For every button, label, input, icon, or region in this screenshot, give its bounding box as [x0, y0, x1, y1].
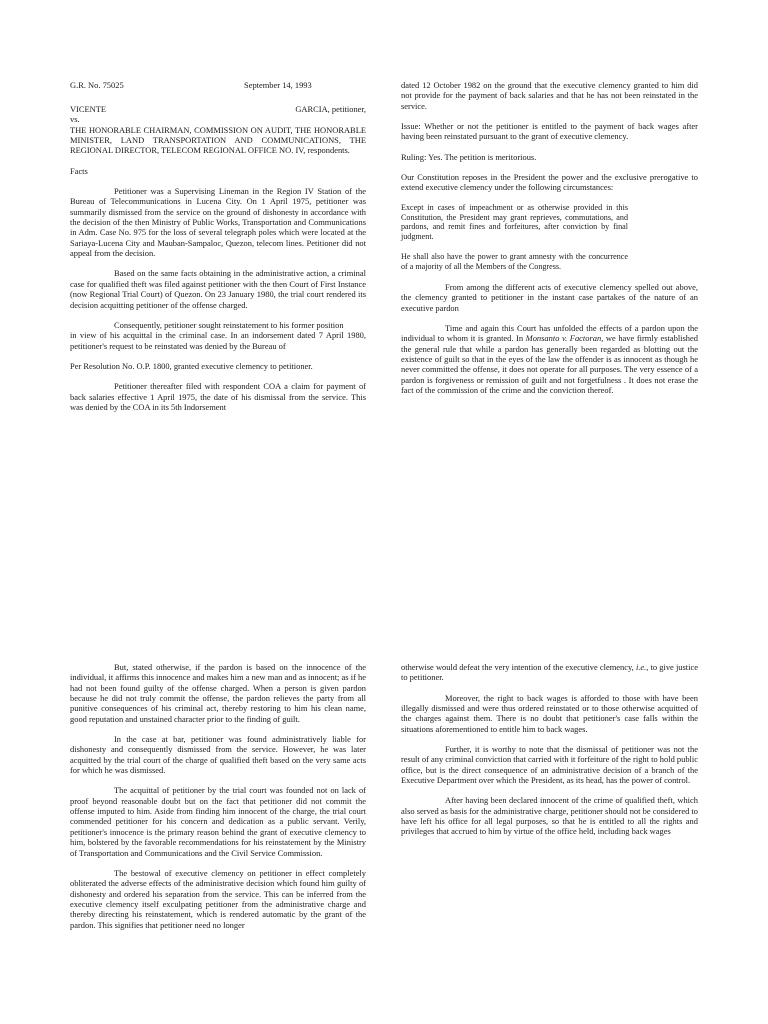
issue-text: Whether or not the petitioner is entitled to the payment of back wages after having been reinstated pursuant to the grant of executive clemency.	[401, 121, 698, 142]
bestowal-paragraph: The bestowal of executive clemency on petitioner in effect completely obliterated the adverse effects of the administrative decision which found him guilty of dishonesty and ordered his separation from the service. This can be inferred from the executive clemency itself exculpating petitioner from the administrative charge and thereby directing his reinstatement, which is rendered automatic by the grant of the pardon. This signifies that petitioner need no longer	[70, 867, 366, 930]
constitution-quote-1: Except in cases of impeachment or as otherwise provided in this Constitution, the President may grant reprieves, commutations, and pardons, and remit fines and forfeitures, after conviction by final judgment.	[401, 202, 628, 242]
facts-paragraph-4: Per Resolution No. O.P. 1800, granted executive clemency to petitioner.	[70, 360, 313, 371]
ruling-text: Yes. The petition is meritorious.	[426, 151, 537, 162]
acquittal-paragraph: The acquittal of petitioner by the trial court was founded not on lack of proof beyond reasonable doubt but on the fact that petitioner did not commit the offense imputed to him. Aside from finding him innocent of the charge, the trial court commended petitioner for his concern and dedication as a public servant. Verily, petitioner's innocence is the primary reason behind the grant of executive clemency to him, bolstered by the favorable recommendations for his reinstatement by the Ministry of Transportation and Communications and the Civil Service Commission.	[70, 785, 366, 858]
right-column-top	[401, 80, 698, 395]
intention-text-after: to give justice to petitioner.	[401, 662, 698, 683]
monsanto-paragraph	[401, 323, 698, 395]
right-column-bottom	[401, 662, 698, 837]
respondents-text: THE HONORABLE CHAIRMAN, COMMISSION ON AUDIT, THE HONORABLE MINISTER, LAND TRANSPORTATION AND COMMUNICATIONS, THE REGIONAL DIRECTOR, TELECOM REGIONAL OFFICE NO. IV, respondents.	[70, 124, 366, 156]
constitution-quote-2: He shall also have the power to grant amnesty with the concurrence of a majority of all the Members of the Congress.	[401, 252, 628, 271]
issue-label: Issue:	[401, 121, 421, 132]
left-column-top	[70, 80, 366, 412]
ruling-paragraph	[401, 152, 698, 162]
ie-abbreviation: i.e.,	[635, 662, 649, 672]
case-number: G.R. No. 75025	[70, 80, 124, 90]
ruling-label: Ruling:	[401, 151, 427, 162]
petitioner-first-name: VICENTE	[70, 104, 107, 114]
facts-paragraph-3a: Consequently, petitioner sought reinstatement to his former position	[114, 319, 344, 330]
monsanto-case-name: Monsanto v. Factoran	[525, 333, 602, 344]
petitioner-last-name: GARCIA, petitioner,	[295, 104, 366, 114]
facts-paragraph-3b: in view of his acquittal in the criminal case. In an indorsement dated 7 April 1980, petitioner's request to be reinstated was denied by the Bureau of	[70, 330, 366, 351]
left-column-bottom	[70, 662, 366, 930]
facts-paragraph-2: Based on the same facts obtaining in the administrative action, a criminal case for qualified theft was filed against petitioner with the then Court of First Instance (now Regional Trial Court) of Quezon. On 23 January 1980, the trial court rendered its decision acquitting petitioner of the offense charged.	[70, 268, 366, 310]
intention-text-before: otherwise would defeat the very intention of the executive clemency,	[401, 662, 636, 672]
indorsement-paragraph: dated 12 October 1982 on the ground that the executive clemency granted to him did not provide for the payment of back salaries and that he has not been reinstated in the service.	[401, 80, 698, 111]
facts-heading: Facts	[70, 165, 88, 176]
decision-date: September 14, 1993	[244, 80, 312, 90]
innocence-paragraph: But, stated otherwise, if the pardon is based on the innocence of the individual, it affirms this innocence and makes him a new man and as innocent; as if he had not been found guilty of the offense charged. When a person is given pardon because he did not truly commit the offense, the pardon relieves the party from all punitive consequences of his criminal act, thereby restoring to him his clean name, good reputation and unstained character prior to the finding of guilt.	[70, 662, 366, 724]
case-header	[70, 80, 366, 91]
back-wages-paragraph: Moreover, the right to back wages is afforded to those with have been illegally dismissed and were thus ordered reinstated or to those otherwise acquitted of the charges against them. There is no doubt that petitioner's case falls within the situations aforementioned to entitle him to back wages.	[401, 692, 698, 734]
declared-innocent-paragraph: After having been declared innocent of the crime of qualified theft, which also served as basis for the administrative charge, petitioner should not be considered to have left his office for all legal purposes, so that he is entitled to all the rights and privileges that accrued to him by virtue of the office held, including back wages	[401, 795, 698, 837]
monsanto-text-after: , we have firmly established the general rule that while a pardon has generally been regarded as blotting out the existence of guilt so that in the eyes of the law the offender is as innocent as though he never committed the offense, it does not operate for all purposes. The very essence of a pardon is forgiveness or remission of guilt and not forgetfulness . It does not erase the fact of the commission of the crime and the conviction thereof.	[401, 333, 698, 395]
intention-paragraph	[401, 662, 698, 683]
versus-text: vs.	[70, 114, 80, 125]
facts-paragraph-1: Petitioner was a Supervising Lineman in the Region IV Station of the Bureau of Telecommunications in Lucena City. On 1 April 1975, petitioner was summarily dismissed from the service on the ground of dishonesty in accordance with the decision of the then Ministry of Public Works, Transportation and Communications in Adm. Case No. 975 for the loss of several telegraph poles which were located at the Sariaya-Lucena City and Mauban-Sampaloc, Quezon, telecom lines. Petitioner did not appeal from the decision.	[70, 186, 366, 259]
dismissal-paragraph: Further, it is worthy to note that the dismissal of petitioner was not the result of any criminal conviction that carried with it forfeiture of the right to hold public office, but is the direct consequence of an administrative decision of a branch of the Executive Department over which the President, as its head, has the power of control.	[401, 744, 698, 786]
pardon-paragraph: From among the different acts of executive clemency spelled out above, the clemency granted to petitioner in the instant case partakes of the nature of an executive pardon	[401, 281, 698, 313]
case-at-bar-paragraph: In the case at bar, petitioner was found administratively liable for dishonesty and consequently dismissed from the service. However, he was later acquitted by the trial court of the charge of qualified theft based on the very same acts for which he was dismissed.	[70, 734, 366, 776]
facts-paragraph-5: Petitioner thereafter filed with respondent COA a claim for payment of back salaries effective 1 April 1975, the date of his dismissal from the service. This was denied by the COA in its 5th Indorsement	[70, 381, 366, 412]
petitioner-line	[70, 104, 366, 114]
issue-paragraph	[401, 121, 698, 142]
monsanto-text-before: Time and again this Court has unfolded the effects of a pardon upon the individual to whom it is granted. In	[401, 322, 698, 344]
constitution-paragraph: Our Constitution reposes in the President the power and the exclusive prerogative to extend executive clemency under the following circumstances:	[401, 172, 698, 193]
